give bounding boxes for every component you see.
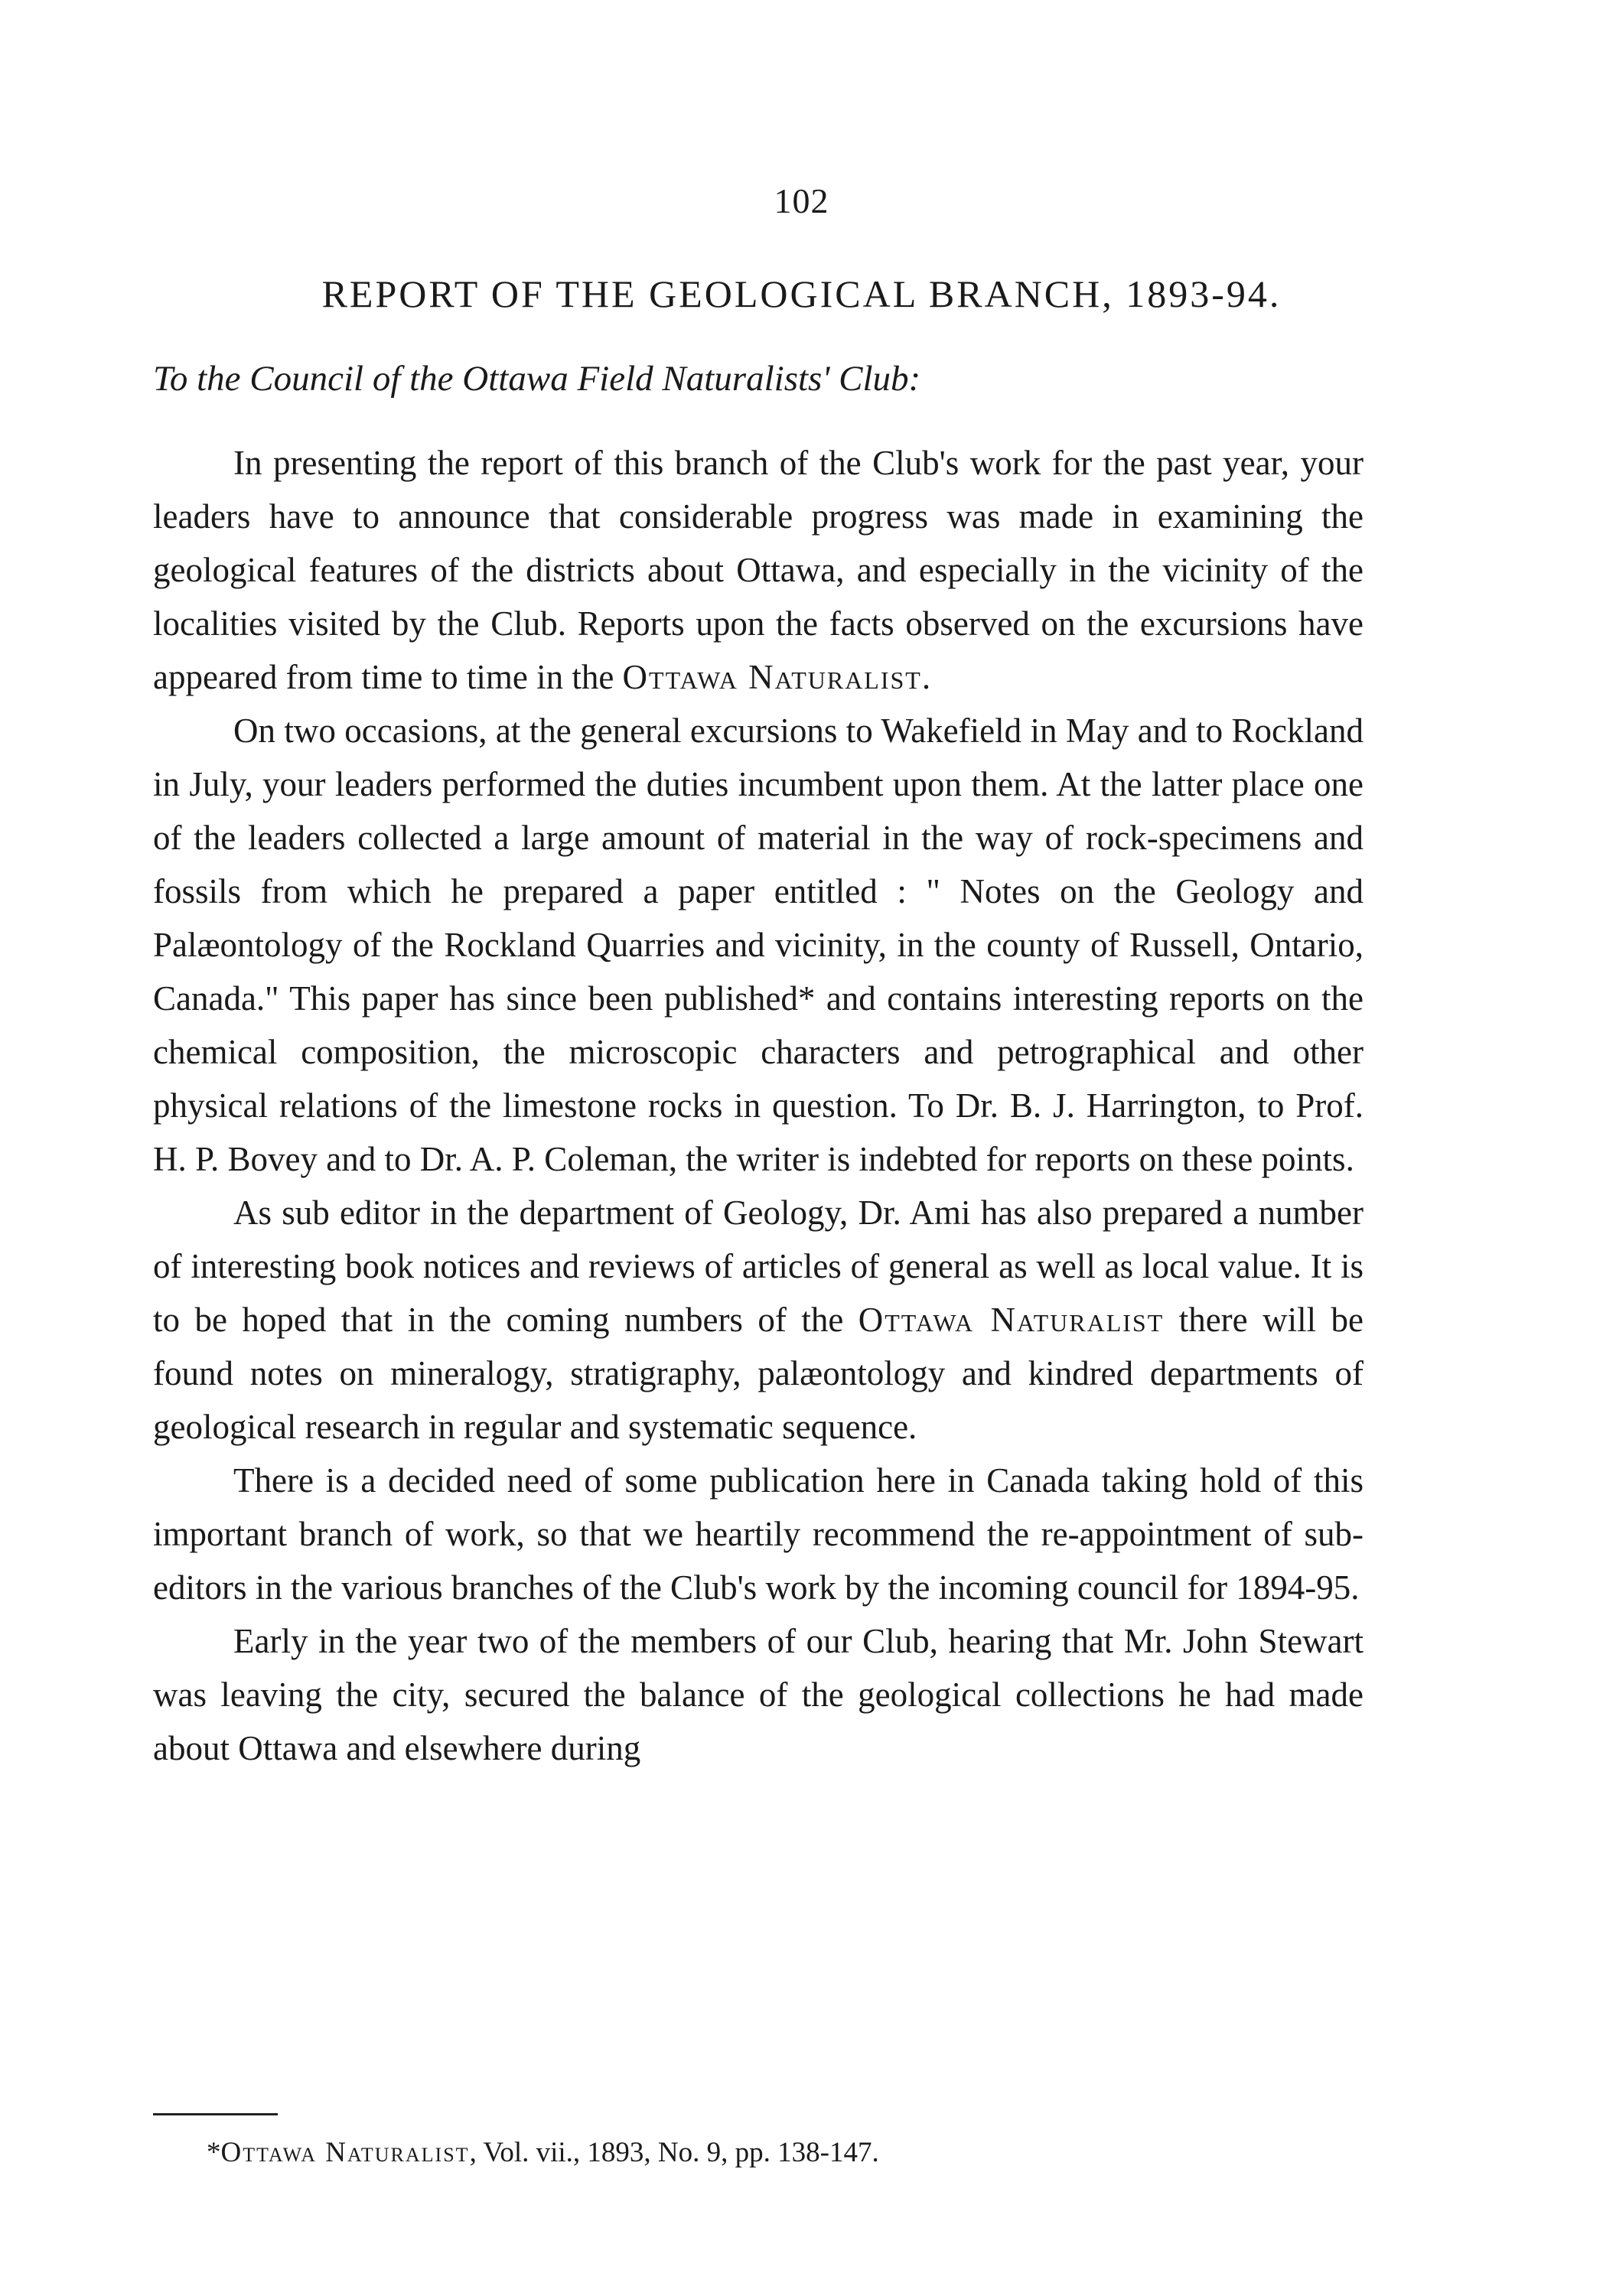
footnote-divider	[153, 2113, 278, 2115]
salutation: To the Council of the Ottawa Field Naturalists' Club:	[153, 359, 921, 399]
page-number: 102	[774, 181, 829, 220]
paragraph-4: There is a decided need of some publication here in Canada taking hold of this important branch of work, so that we heartily recommend the re-appointment of sub-editors in the various branches of the Club's work by the incoming council for 1894-95.	[153, 1461, 1364, 1607]
paragraph-1-end: .	[921, 658, 931, 696]
paragraph-1	[153, 436, 1364, 704]
paragraph-3-end: there will be found notes on mineralogy, stratigraphy, palæontology and kindred departments of geological research in regular and systematic sequence.	[153, 1301, 1364, 1446]
footnote-citation: , Vol. vii., 1893, No. 9, pp. 138-147.	[469, 2137, 879, 2168]
journal-name: Ottawa Naturalist	[622, 658, 922, 696]
footnote-marker: *	[207, 2137, 221, 2168]
footnote	[207, 2136, 879, 2169]
footnote-journal: Ottawa Naturalist	[220, 2137, 470, 2168]
paragraph-2: On two occasions, at the general excursions to Wakefield in May and to Rockland in July, your leaders performed the duties incumbent upon them. At the latter place one of the leaders collected a large amount of material in the way of rock-specimens and fossils from which he prepared a paper entitled : " Notes on the Geology and Palæontology of the Rockland Quarries and vicinity, in the county of Russell, Ontario, Canada." This paper has since been published* and contains interesting reports on the chemical composition, the microscopic characters and petrographical and other physical relations of the limestone rocks in question. To Dr. B. J. Harrington, to Prof. H. P. Bovey and to Dr. A. P. Coleman, the writer is indebted for reports on these points.	[153, 712, 1364, 1178]
paragraph-3-text: As sub editor in the department of Geology, Dr. Ami has also prepared a number of interesting book notices and reviews of articles of general as well as local value. It is to be hoped that in the coming numbers of the	[153, 1194, 1364, 1339]
report-body	[153, 436, 1364, 1775]
paragraph-3	[153, 1186, 1364, 1454]
journal-name: Ottawa Naturalist	[858, 1301, 1165, 1339]
report-heading: REPORT OF THE GEOLOGICAL BRANCH, 1893-94.	[321, 272, 1282, 315]
paragraph-1-text: In presenting the report of this branch of the Club's work for the past year, your leaders have to announce that considerable progress was made in examining the geological features of the districts about Ottawa, and especially in the vicinity of the localities visited by the Club. Reports upon the facts observed on the excursions have appeared from time to time in the	[153, 444, 1364, 696]
paragraph-5: Early in the year two of the members of our Club, hearing that Mr. John Stewart was leaving the city, secured the balance of the geological collections he had made about Ottawa and elsewhere during	[153, 1622, 1364, 1767]
